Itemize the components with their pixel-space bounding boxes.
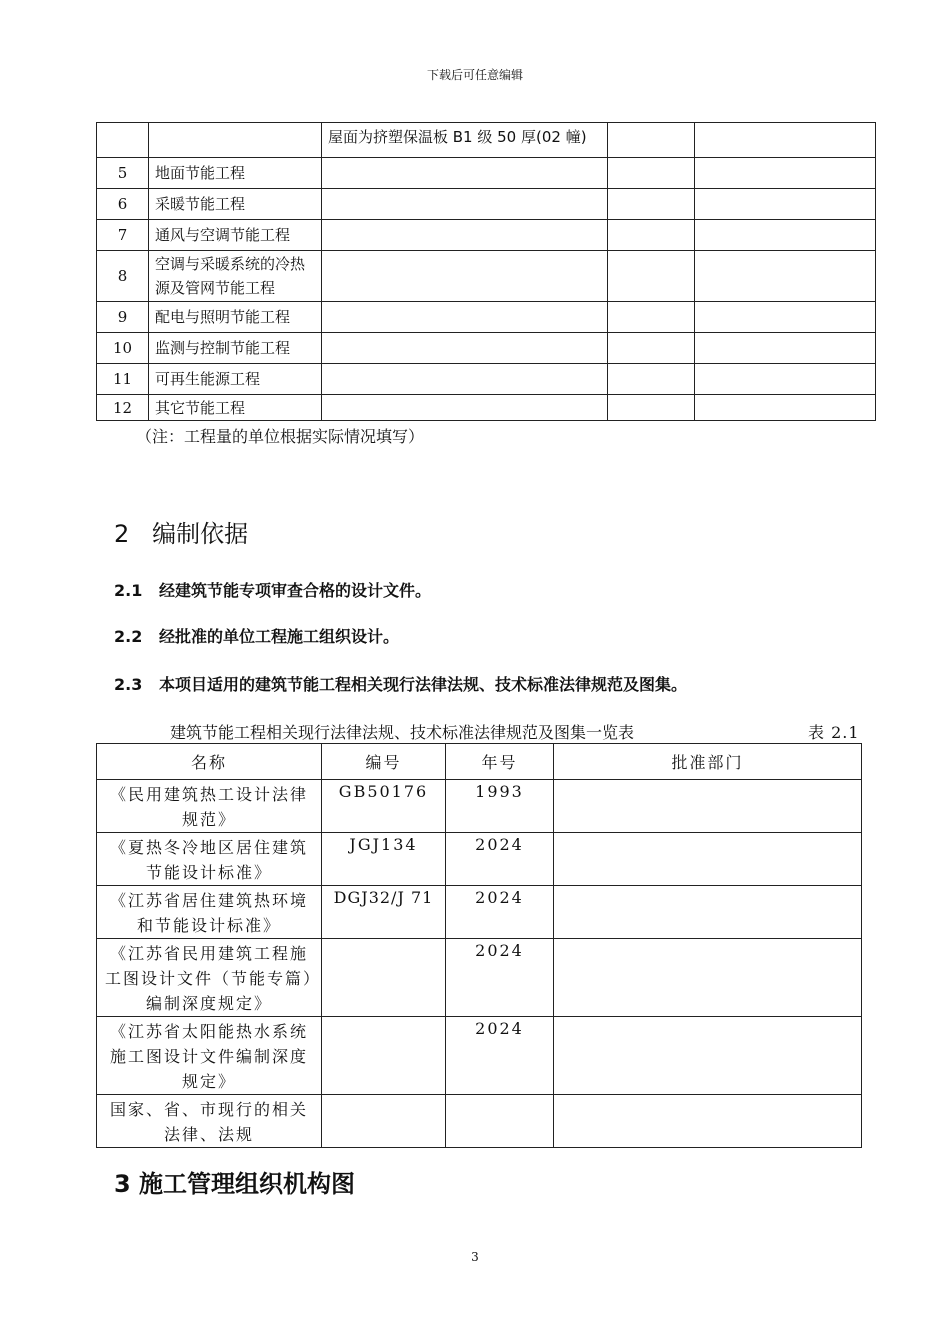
standard-name: 《江苏省居住建筑热环境和节能设计标准》 bbox=[97, 886, 322, 939]
page-number: 3 bbox=[471, 1250, 479, 1264]
table-row bbox=[97, 1095, 862, 1148]
energy-works-table bbox=[96, 122, 876, 421]
standard-year: 2024 bbox=[446, 1017, 554, 1095]
standard-code: JGJ134 bbox=[322, 833, 446, 886]
table-row bbox=[97, 780, 862, 833]
standard-code bbox=[322, 1095, 446, 1148]
standard-dept bbox=[554, 939, 862, 1017]
standard-name: 《夏热冬冷地区居住建筑节能设计标准》 bbox=[97, 833, 322, 886]
work-name: 采暖节能工程 bbox=[149, 189, 322, 220]
header-name: 名称 bbox=[97, 744, 322, 780]
section-3-heading: 3 施工管理组织机构图 bbox=[114, 1170, 356, 1198]
page-header-note: 下载后可任意编辑 bbox=[426, 68, 523, 82]
standard-year: 2024 bbox=[446, 939, 554, 1017]
table-number: 表 2.1 bbox=[808, 723, 860, 742]
header-year: 年号 bbox=[446, 744, 554, 780]
standard-dept bbox=[554, 833, 862, 886]
row-number: 6 bbox=[97, 189, 149, 220]
work-name: 配电与照明节能工程 bbox=[149, 302, 322, 333]
table-row bbox=[97, 886, 862, 939]
row-number: 10 bbox=[97, 333, 149, 364]
work-name: 通风与空调节能工程 bbox=[149, 220, 322, 251]
table-note: （注：工程量的单位根据实际情况填写） bbox=[136, 427, 425, 446]
standard-year bbox=[446, 1095, 554, 1148]
standard-name: 国家、省、市现行的相关法律、法规 bbox=[97, 1095, 322, 1148]
header-code: 编号 bbox=[322, 744, 446, 780]
row-number: 9 bbox=[97, 302, 149, 333]
standard-year: 2024 bbox=[446, 833, 554, 886]
standard-year: 1993 bbox=[446, 780, 554, 833]
standard-dept bbox=[554, 886, 862, 939]
work-name: 地面节能工程 bbox=[149, 158, 322, 189]
row-number: 7 bbox=[97, 220, 149, 251]
standard-dept bbox=[554, 1017, 862, 1095]
standards-table bbox=[96, 743, 862, 1148]
row-number: 12 bbox=[97, 395, 149, 421]
table-row bbox=[97, 833, 862, 886]
section-2-2: 2.2 经批准的单位工程施工组织设计。 bbox=[114, 627, 400, 646]
row-number: 5 bbox=[97, 158, 149, 189]
section-2-1: 2.1 经建筑节能专项审查合格的设计文件。 bbox=[114, 581, 432, 600]
table-row bbox=[97, 395, 876, 421]
row-number: 11 bbox=[97, 364, 149, 395]
table-header-row bbox=[97, 744, 862, 780]
section-2-3: 2.3 本项目适用的建筑节能工程相关现行法律法规、技术标准法律规范及图集。 bbox=[114, 675, 688, 694]
standard-code: DGJ32/J 71 bbox=[322, 886, 446, 939]
work-name: 其它节能工程 bbox=[149, 395, 322, 421]
standard-name: 《江苏省太阳能热水系统施工图设计文件编制深度规定》 bbox=[97, 1017, 322, 1095]
standard-code: GB50176 bbox=[322, 780, 446, 833]
table-row bbox=[97, 939, 862, 1017]
table-row bbox=[97, 251, 876, 302]
standard-code bbox=[322, 939, 446, 1017]
table-caption: 建筑节能工程相关现行法律法规、技术标准法律规范及图集一览表 bbox=[170, 723, 635, 742]
row-number: 8 bbox=[97, 251, 149, 302]
work-name: 空调与采暖系统的冷热源及管网节能工程 bbox=[149, 251, 322, 302]
work-name: 监测与控制节能工程 bbox=[149, 333, 322, 364]
table-row bbox=[97, 158, 876, 189]
table-row bbox=[97, 333, 876, 364]
standard-name: 《民用建筑热工设计法律规范》 bbox=[97, 780, 322, 833]
standard-year: 2024 bbox=[446, 886, 554, 939]
table-row bbox=[97, 1017, 862, 1095]
standard-dept bbox=[554, 1095, 862, 1148]
work-name: 可再生能源工程 bbox=[149, 364, 322, 395]
table-row bbox=[97, 364, 876, 395]
table-row bbox=[97, 302, 876, 333]
table-row bbox=[97, 189, 876, 220]
section-2-heading: 2 编制依据 bbox=[114, 520, 249, 548]
standard-name: 《江苏省民用建筑工程施工图设计文件（节能专篇）编制深度规定》 bbox=[97, 939, 322, 1017]
standard-code bbox=[322, 1017, 446, 1095]
table-row bbox=[97, 123, 876, 158]
standard-dept bbox=[554, 780, 862, 833]
header-dept: 批准部门 bbox=[554, 744, 862, 780]
roof-insulation-cell: 屋面为挤塑保温板 B1 级 50 厚(02 幢) bbox=[322, 123, 608, 158]
table-row bbox=[97, 220, 876, 251]
